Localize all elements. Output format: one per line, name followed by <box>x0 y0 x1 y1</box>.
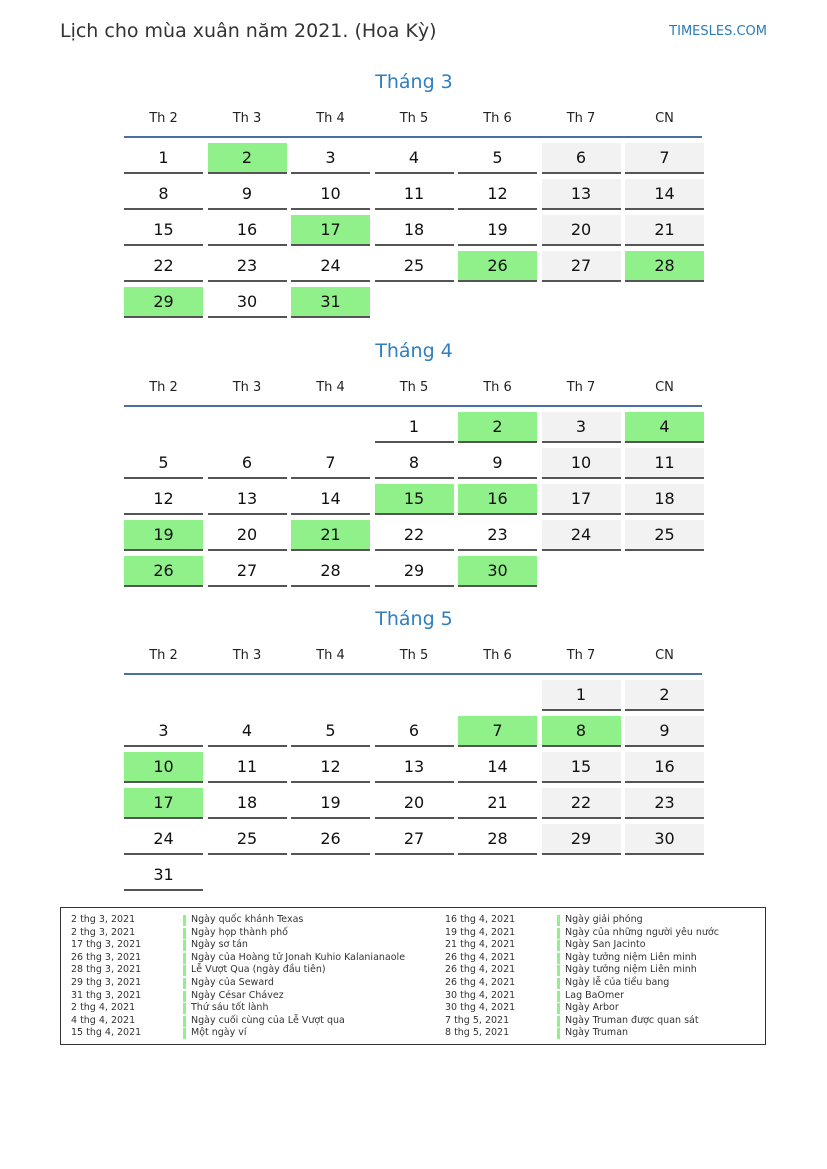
legend-row <box>71 964 405 977</box>
weekday-label: Th 6 <box>483 648 512 663</box>
day-cell: 24 <box>124 824 203 855</box>
day-cell: 10 <box>542 448 621 479</box>
empty-day-cell <box>291 412 370 443</box>
day-cell: 22 <box>375 520 454 551</box>
empty-day-cell <box>375 680 454 711</box>
legend-date: 8 thg 5, 2021 <box>445 1027 510 1039</box>
day-cell: 3 <box>291 143 370 174</box>
month-title: Tháng 4 <box>375 340 453 362</box>
legend-date: 21 thg 4, 2021 <box>445 939 516 951</box>
empty-day-cell <box>542 556 621 587</box>
legend-holiday-name: Lễ Vượt Qua (ngày đầu tiên) <box>191 964 326 976</box>
empty-day-cell <box>625 287 704 318</box>
legend-date: 15 thg 4, 2021 <box>71 1027 142 1039</box>
day-cell: 21 <box>625 215 704 246</box>
legend-holiday-name: Ngày giải phóng <box>565 914 643 925</box>
weekday-label: Th 3 <box>232 380 262 395</box>
weekday-label: Th 2 <box>149 111 178 126</box>
week-row <box>124 448 704 479</box>
legend-row <box>445 977 719 990</box>
holiday-marker-icon <box>183 928 186 939</box>
empty-day-cell <box>291 860 370 891</box>
legend-date: 26 thg 3, 2021 <box>71 951 142 963</box>
week-row <box>124 251 704 282</box>
day-cell: 4 <box>375 143 454 174</box>
holiday-marker-icon <box>557 928 560 939</box>
day-cell: 3 <box>542 412 621 443</box>
day-cell: 5 <box>124 448 203 479</box>
day-cell: 21 <box>458 788 537 819</box>
legend-row <box>445 939 719 952</box>
day-cell: 25 <box>375 251 454 282</box>
weekday-label: Th 2 <box>149 380 178 395</box>
holiday-marker-icon <box>557 940 560 951</box>
holiday-marker-icon <box>183 1016 186 1027</box>
month-calendar <box>124 605 704 896</box>
legend-holiday-name: Ngày cuối cùng của Lễ Vượt qua <box>191 1014 345 1026</box>
day-cell: 23 <box>625 788 704 819</box>
holiday-day-cell: 19 <box>124 520 203 551</box>
holiday-day-cell: 10 <box>124 752 203 783</box>
holiday-marker-icon <box>183 915 186 926</box>
day-cell: 11 <box>625 448 704 479</box>
day-cell: 29 <box>542 824 621 855</box>
header-divider <box>124 673 702 675</box>
holiday-legend <box>60 907 766 1045</box>
holiday-day-cell: 17 <box>291 215 370 246</box>
empty-day-cell <box>625 556 704 587</box>
legend-row <box>71 1027 405 1040</box>
empty-day-cell <box>375 287 454 318</box>
day-cell: 1 <box>124 143 203 174</box>
holiday-marker-icon <box>183 940 186 951</box>
week-row <box>124 412 704 443</box>
week-row <box>124 287 704 318</box>
holiday-marker-icon <box>183 1028 186 1039</box>
weekday-label: Th 7 <box>566 380 596 395</box>
month-title: Tháng 3 <box>375 71 453 93</box>
legend-holiday-name: Ngày của những người yêu nước <box>565 926 719 938</box>
day-cell: 25 <box>208 824 287 855</box>
weekday-header <box>124 643 704 669</box>
legend-holiday-name: Ngày sơ tán <box>191 939 248 951</box>
day-cell: 6 <box>208 448 287 479</box>
weekday-label: Th 7 <box>566 111 596 126</box>
legend-row <box>445 1027 719 1040</box>
holiday-day-cell: 28 <box>625 251 704 282</box>
weekday-label: CN <box>655 380 674 395</box>
legend-row <box>71 927 405 940</box>
empty-day-cell <box>208 680 287 711</box>
legend-row <box>71 977 405 990</box>
legend-date: 31 thg 3, 2021 <box>71 989 142 1001</box>
day-cell: 27 <box>542 251 621 282</box>
holiday-marker-icon <box>183 965 186 976</box>
holiday-marker-icon <box>183 1003 186 1014</box>
legend-row <box>71 952 405 965</box>
weekday-label: Th 6 <box>483 111 512 126</box>
day-cell: 19 <box>458 215 537 246</box>
empty-day-cell <box>458 287 537 318</box>
day-cell: 27 <box>375 824 454 855</box>
week-row <box>124 680 704 711</box>
legend-row <box>445 927 719 940</box>
holiday-marker-icon <box>557 915 560 926</box>
holiday-day-cell: 26 <box>458 251 537 282</box>
legend-holiday-name: Thứ sáu tốt lành <box>191 1002 269 1014</box>
day-cell: 16 <box>625 752 704 783</box>
week-row <box>124 788 704 819</box>
holiday-marker-icon <box>557 978 560 989</box>
weekday-header <box>124 375 704 401</box>
month-calendar <box>124 68 704 323</box>
week-row <box>124 215 704 246</box>
day-cell: 18 <box>375 215 454 246</box>
week-row <box>124 860 704 891</box>
empty-day-cell <box>291 680 370 711</box>
day-cell: 7 <box>291 448 370 479</box>
week-row <box>124 556 704 587</box>
day-cell: 1 <box>375 412 454 443</box>
day-cell: 28 <box>458 824 537 855</box>
weekday-header <box>124 106 704 132</box>
legend-row <box>445 1002 719 1015</box>
weekday-label: Th 5 <box>399 648 429 663</box>
weekday-label: Th 6 <box>483 380 512 395</box>
day-cell: 12 <box>124 484 203 515</box>
day-cell: 15 <box>542 752 621 783</box>
legend-holiday-name: Lag BaOmer <box>565 989 624 1001</box>
holiday-day-cell: 4 <box>625 412 704 443</box>
empty-day-cell <box>625 860 704 891</box>
legend-date: 19 thg 4, 2021 <box>445 926 516 938</box>
legend-row <box>71 990 405 1003</box>
legend-date: 26 thg 4, 2021 <box>445 976 516 988</box>
holiday-marker-icon <box>183 991 186 1002</box>
day-cell: 9 <box>458 448 537 479</box>
legend-holiday-name: Ngày Arbor <box>565 1002 619 1014</box>
weekday-label: CN <box>655 648 674 663</box>
day-cell: 16 <box>208 215 287 246</box>
legend-date: 30 thg 4, 2021 <box>445 1002 516 1014</box>
day-cell: 19 <box>291 788 370 819</box>
day-cell: 24 <box>291 251 370 282</box>
holiday-marker-icon <box>183 978 186 989</box>
empty-day-cell <box>124 680 203 711</box>
day-cell: 20 <box>542 215 621 246</box>
weekday-label: Th 5 <box>399 380 429 395</box>
legend-date: 26 thg 4, 2021 <box>445 951 516 963</box>
week-row <box>124 824 704 855</box>
day-cell: 13 <box>375 752 454 783</box>
legend-date: 2 thg 3, 2021 <box>71 914 136 925</box>
legend-row <box>445 914 719 927</box>
holiday-day-cell: 7 <box>458 716 537 747</box>
holiday-day-cell: 26 <box>124 556 203 587</box>
day-cell: 12 <box>458 179 537 210</box>
empty-day-cell <box>375 860 454 891</box>
week-row <box>124 752 704 783</box>
header-divider <box>124 405 702 407</box>
empty-day-cell <box>124 412 203 443</box>
holiday-day-cell: 2 <box>208 143 287 174</box>
day-cell: 11 <box>375 179 454 210</box>
day-cell: 5 <box>291 716 370 747</box>
header-divider <box>124 136 702 138</box>
day-cell: 27 <box>208 556 287 587</box>
day-cell: 6 <box>542 143 621 174</box>
legend-date: 2 thg 4, 2021 <box>71 1002 136 1014</box>
legend-holiday-name: Ngày San Jacinto <box>565 939 646 951</box>
day-cell: 30 <box>625 824 704 855</box>
day-cell: 23 <box>458 520 537 551</box>
holiday-day-cell: 16 <box>458 484 537 515</box>
legend-row <box>445 952 719 965</box>
legend-holiday-name: Ngày của Hoàng tử Jonah Kuhio Kalanianaole <box>191 951 406 963</box>
holiday-marker-icon <box>557 1003 560 1014</box>
day-cell: 5 <box>458 143 537 174</box>
day-cell: 25 <box>625 520 704 551</box>
weekday-label: Th 4 <box>316 380 345 395</box>
legend-date: 7 thg 5, 2021 <box>445 1014 510 1026</box>
day-cell: 10 <box>291 179 370 210</box>
legend-holiday-name: Ngày quốc khánh Texas <box>191 914 304 925</box>
empty-day-cell <box>458 680 537 711</box>
week-row <box>124 143 704 174</box>
day-cell: 31 <box>124 860 203 891</box>
day-cell: 30 <box>208 287 287 318</box>
weekday-label: Th 4 <box>316 648 345 663</box>
day-cell: 13 <box>208 484 287 515</box>
day-cell: 15 <box>124 215 203 246</box>
legend-holiday-name: Ngày họp thành phố <box>191 926 288 938</box>
day-cell: 9 <box>208 179 287 210</box>
month-calendar <box>124 337 704 592</box>
weekday-label: Th 7 <box>566 648 596 663</box>
day-cell: 18 <box>208 788 287 819</box>
legend-holiday-name: Ngày của Seward <box>191 976 274 988</box>
weekday-label: Th 3 <box>232 111 262 126</box>
week-row <box>124 179 704 210</box>
week-row <box>124 716 704 747</box>
day-cell: 28 <box>291 556 370 587</box>
holiday-day-cell: 17 <box>124 788 203 819</box>
empty-day-cell <box>542 860 621 891</box>
day-cell: 7 <box>625 143 704 174</box>
day-cell: 26 <box>291 824 370 855</box>
day-cell: 3 <box>124 716 203 747</box>
day-cell: 13 <box>542 179 621 210</box>
holiday-day-cell: 31 <box>291 287 370 318</box>
holiday-marker-icon <box>557 1016 560 1027</box>
day-cell: 22 <box>124 251 203 282</box>
holiday-day-cell: 15 <box>375 484 454 515</box>
legend-row <box>445 1015 719 1028</box>
day-cell: 18 <box>625 484 704 515</box>
day-cell: 1 <box>542 680 621 711</box>
legend-holiday-name: Ngày tưởng niệm Liên minh <box>565 964 697 976</box>
day-cell: 29 <box>375 556 454 587</box>
day-cell: 9 <box>625 716 704 747</box>
day-cell: 20 <box>208 520 287 551</box>
holiday-marker-icon <box>557 965 560 976</box>
page-title: Lịch cho mùa xuân năm 2021. (Hoa Kỳ) <box>60 20 437 42</box>
day-cell: 4 <box>208 716 287 747</box>
day-cell: 20 <box>375 788 454 819</box>
weekday-label: Th 2 <box>149 648 178 663</box>
empty-day-cell <box>208 860 287 891</box>
legend-holiday-name: Một ngày ví <box>191 1027 247 1039</box>
legend-date: 16 thg 4, 2021 <box>445 914 516 925</box>
day-cell: 2 <box>625 680 704 711</box>
legend-date: 28 thg 3, 2021 <box>71 964 142 976</box>
day-cell: 14 <box>291 484 370 515</box>
legend-row <box>71 1015 405 1028</box>
day-cell: 6 <box>375 716 454 747</box>
empty-day-cell <box>542 287 621 318</box>
holiday-day-cell: 30 <box>458 556 537 587</box>
legend-row <box>71 914 405 927</box>
holiday-marker-icon <box>557 991 560 1002</box>
weekday-label: Th 5 <box>399 111 429 126</box>
weekday-label: Th 3 <box>232 648 262 663</box>
week-row <box>124 484 704 515</box>
legend-date: 30 thg 4, 2021 <box>445 989 516 1001</box>
day-cell: 24 <box>542 520 621 551</box>
holiday-day-cell: 29 <box>124 287 203 318</box>
day-cell: 8 <box>124 179 203 210</box>
legend-holiday-name: Ngày Truman <box>565 1027 629 1039</box>
holiday-day-cell: 2 <box>458 412 537 443</box>
holiday-marker-icon <box>183 953 186 964</box>
holiday-marker-icon <box>557 953 560 964</box>
day-cell: 14 <box>458 752 537 783</box>
holiday-day-cell: 21 <box>291 520 370 551</box>
day-cell: 12 <box>291 752 370 783</box>
legend-row <box>445 990 719 1003</box>
day-cell: 8 <box>375 448 454 479</box>
day-cell: 11 <box>208 752 287 783</box>
legend-row <box>71 939 405 952</box>
weekday-label: CN <box>655 111 674 126</box>
legend-date: 17 thg 3, 2021 <box>71 939 142 951</box>
legend-row <box>71 1002 405 1015</box>
day-cell: 22 <box>542 788 621 819</box>
day-cell: 23 <box>208 251 287 282</box>
legend-date: 26 thg 4, 2021 <box>445 964 516 976</box>
holiday-marker-icon <box>557 1028 560 1039</box>
empty-day-cell <box>458 860 537 891</box>
legend-row <box>445 964 719 977</box>
site-link[interactable]: TIMESLES.COM <box>669 24 767 39</box>
day-cell: 14 <box>625 179 704 210</box>
weekday-label: Th 4 <box>316 111 345 126</box>
legend-holiday-name: Ngày Truman được quan sát <box>565 1014 699 1026</box>
empty-day-cell <box>208 412 287 443</box>
legend-holiday-name: Ngày lễ của tiểu bang <box>565 976 670 988</box>
legend-date: 4 thg 4, 2021 <box>71 1014 136 1026</box>
legend-holiday-name: Ngày César Chávez <box>191 989 284 1001</box>
month-title: Tháng 5 <box>375 608 453 630</box>
legend-holiday-name: Ngày tưởng niệm Liên minh <box>565 951 697 963</box>
legend-date: 29 thg 3, 2021 <box>71 976 142 988</box>
week-row <box>124 520 704 551</box>
holiday-day-cell: 8 <box>542 716 621 747</box>
legend-date: 2 thg 3, 2021 <box>71 926 136 938</box>
day-cell: 17 <box>542 484 621 515</box>
